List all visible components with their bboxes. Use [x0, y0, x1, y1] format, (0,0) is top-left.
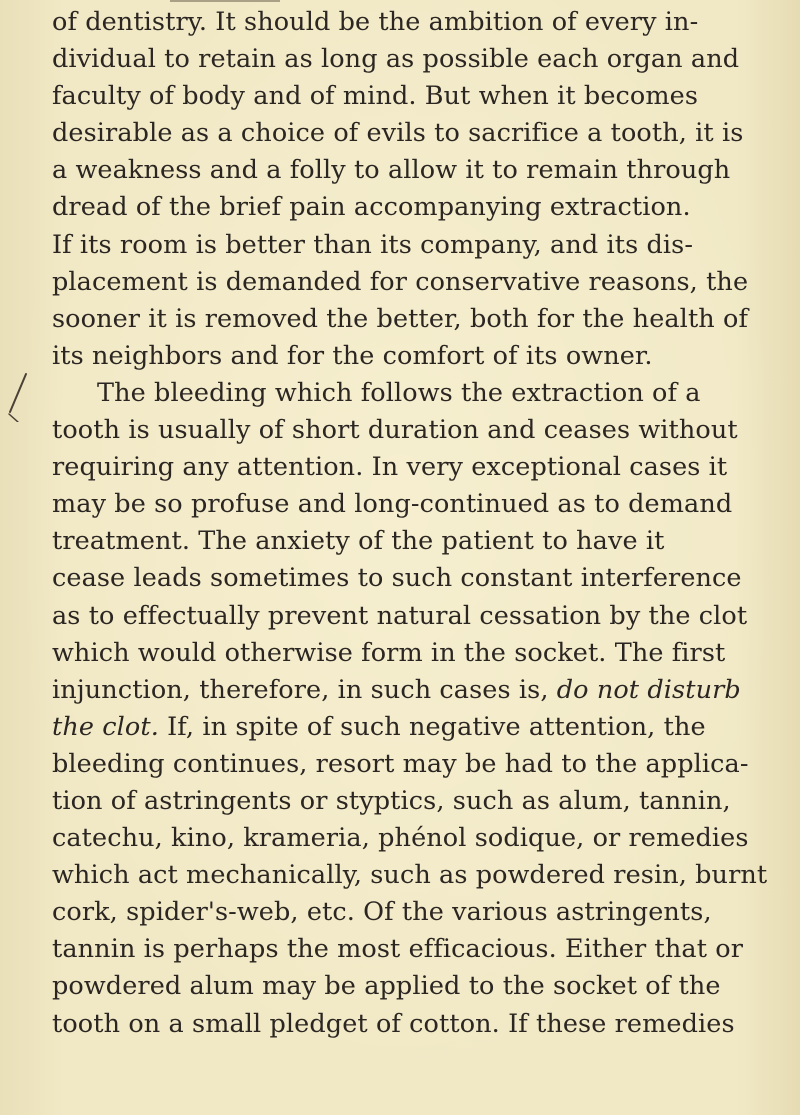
text-line: placement is demanded for conservative reasons, the — [52, 266, 749, 297]
margin-pencil-mark — [6, 372, 46, 422]
text-line: tion of astringents or styptics, such as alum, tannin, — [52, 785, 731, 816]
text-line: catechu, kino, krameria, phénol sodique, or remedies — [52, 823, 749, 854]
text-line: requiring any attention. In very exceptional cases it — [52, 452, 728, 483]
text-line: which would otherwise form in the socket. The first — [52, 637, 726, 668]
text-line: cork, spider's-web, etc. Of the various astringents, — [52, 897, 712, 928]
text-line: faculty of body and of mind. But when it becomes — [52, 81, 699, 112]
text-line: its neighbors and for the comfort of its owner. — [52, 340, 653, 371]
italic-emphasis: do not disturb — [556, 674, 741, 705]
text-line: sooner it is removed the better, both for the health of — [52, 303, 749, 334]
text-line: powdered alum may be applied to the socket of the — [52, 971, 721, 1002]
text-line: of dentistry. It should be the ambition of every in- — [52, 7, 699, 37]
text-line: If its room is better than its company, and its dis- — [52, 229, 694, 260]
text-line: treatment. The anxiety of the patient to have it — [52, 526, 665, 557]
text-line: which act mechanically, such as powdered resin, burnt — [52, 860, 768, 891]
text-line — [52, 709, 752, 746]
text-run: injunction, therefore, in such cases is, — [52, 674, 557, 705]
top-edge-rule — [170, 0, 280, 2]
text-line — [52, 672, 752, 709]
text-line: as to effectually prevent natural cessation by the clot — [52, 600, 748, 631]
paragraph-start-line: The bleeding which follows the extraction of a — [97, 377, 701, 408]
text-line: tooth on a small pledget of cotton. If these remedies — [52, 1008, 735, 1039]
text-line: tannin is perhaps the most efficacious. Either that or — [52, 934, 744, 965]
text-line: may be so profuse and long-continued as to demand — [52, 489, 733, 520]
text-line: cease leads sometimes to such constant interference — [52, 563, 742, 594]
text-line: bleeding continues, resort may be had to the applica- — [52, 748, 749, 779]
body-text — [52, 4, 768, 1043]
text-line: a weakness and a folly to allow it to remain through — [52, 155, 731, 186]
italic-emphasis: the clot. — [52, 711, 159, 742]
text-run: If, in spite of such negative attention, the — [158, 711, 706, 742]
text-line: tooth is usually of short duration and ceases without — [52, 415, 738, 446]
text-line: dread of the brief pain accompanying extraction. — [52, 192, 691, 223]
text-line: desirable as a choice of evils to sacrifice a tooth, it is — [52, 118, 744, 149]
text-line: dividual to retain as long as possible each organ and — [52, 44, 740, 75]
